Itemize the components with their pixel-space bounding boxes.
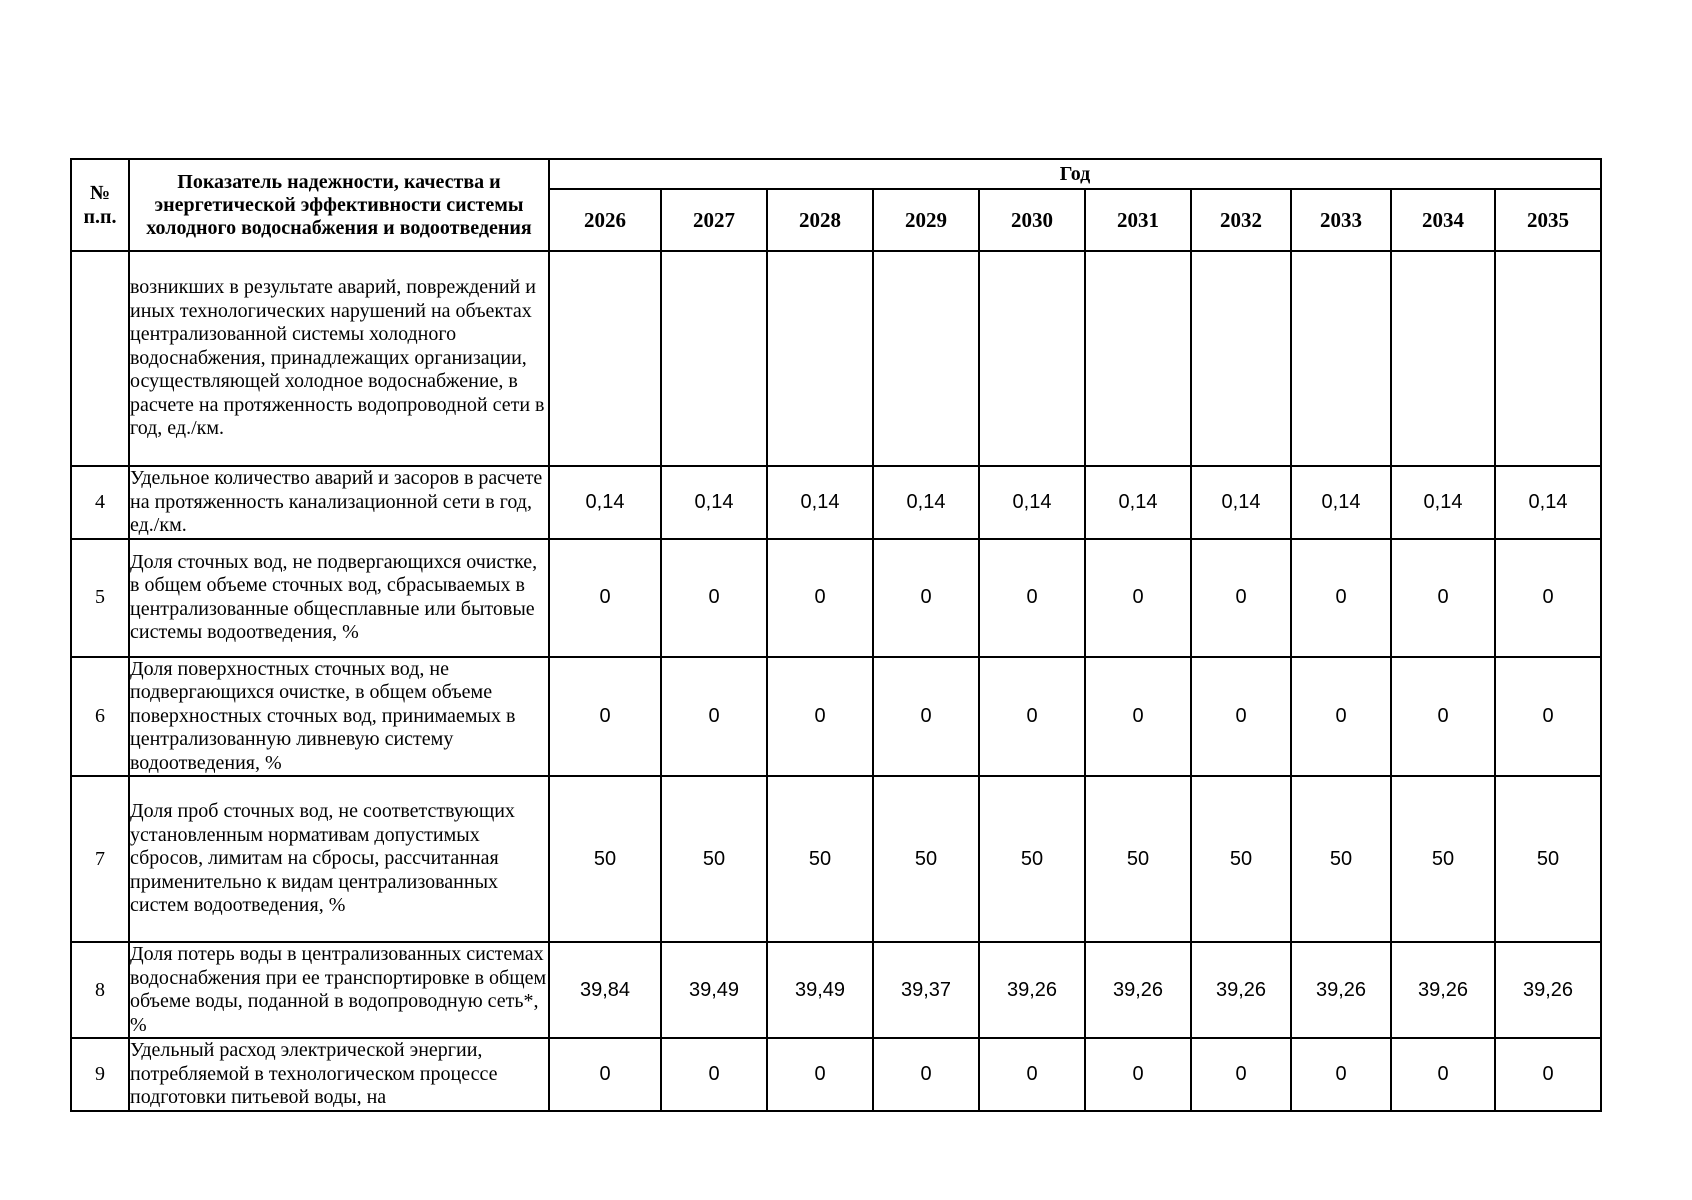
row-value: 50 (1085, 776, 1191, 942)
row-value: 0 (1191, 657, 1291, 777)
table-body (71, 251, 1601, 1111)
row-indicator: Удельное количество аварий и засоров в расчете на протяженность канализационной сети в год, ед./км. (129, 466, 549, 539)
row-indicator: Доля сточных вод, не подвергающихся очистке, в общем объеме сточных вод, сбрасываемых в централизованные общесплавные или бытовые системы водоотведения, % (129, 539, 549, 657)
row-value (979, 251, 1085, 466)
row-value (1191, 251, 1291, 466)
row-value: 0 (1391, 657, 1495, 777)
header-year: 2031 (1085, 189, 1191, 251)
row-value: 39,84 (549, 942, 661, 1038)
row-value: 0,14 (1495, 466, 1601, 539)
row-value (1495, 251, 1601, 466)
row-value: 0 (549, 657, 661, 777)
row-indicator: Доля проб сточных вод, не соответствующих установленным нормативам допустимых сбросов, лимитам на сбросы, рассчитанная применительно к видам централизованных систем водоотведения, % (129, 776, 549, 942)
row-value: 50 (979, 776, 1085, 942)
table-row (71, 251, 1601, 466)
table-row (71, 466, 1601, 539)
row-num (71, 251, 129, 466)
row-value: 50 (661, 776, 767, 942)
row-value: 39,49 (767, 942, 873, 1038)
row-value: 0 (1391, 539, 1495, 657)
row-num: 4 (71, 466, 129, 539)
row-value (661, 251, 767, 466)
header-year: 2033 (1291, 189, 1391, 251)
row-indicator: Доля поверхностных сточных вод, не подвергающихся очистке, в общем объеме поверхностных сточных вод, принимаемых в централизованную ливневую систему водоотведения, % (129, 657, 549, 777)
row-num: 9 (71, 1038, 129, 1111)
row-value: 0 (873, 539, 979, 657)
row-value: 39,26 (1191, 942, 1291, 1038)
indicators-table (70, 158, 1602, 1112)
row-value: 0 (1085, 539, 1191, 657)
header-year: 2029 (873, 189, 979, 251)
row-value: 0,14 (873, 466, 979, 539)
row-value: 0 (1495, 1038, 1601, 1111)
table-row (71, 942, 1601, 1038)
row-value: 50 (1191, 776, 1291, 942)
row-value: 0 (1495, 539, 1601, 657)
row-value: 39,26 (979, 942, 1085, 1038)
row-indicator: возникших в результате аварий, повреждений и иных технологических нарушений на объектах централизованной системы холодного водоснабжения, принадлежащих организации, осуществляющей холодное водоснабжение, в расчете на протяженность водопроводной сети в год, ед./км. (129, 251, 549, 466)
row-indicator: Доля потерь воды в централизованных системах водоснабжения при ее транспортировке в общем объеме воды, поданной в водопроводную сеть*, % (129, 942, 549, 1038)
row-value: 50 (767, 776, 873, 942)
row-value: 0 (1391, 1038, 1495, 1111)
row-value: 0,14 (979, 466, 1085, 539)
header-year: 2035 (1495, 189, 1601, 251)
row-value: 0 (767, 657, 873, 777)
row-value: 0,14 (1085, 466, 1191, 539)
row-indicator: Удельный расход электрической энергии, потребляемой в технологическом процессе подготовки питьевой воды, на (129, 1038, 549, 1111)
row-value: 0 (661, 657, 767, 777)
row-value: 50 (1495, 776, 1601, 942)
table-row (71, 776, 1601, 942)
row-value: 0 (1191, 539, 1291, 657)
row-num: 5 (71, 539, 129, 657)
row-num: 8 (71, 942, 129, 1038)
row-value: 0,14 (1291, 466, 1391, 539)
row-value: 0 (979, 657, 1085, 777)
table-header (71, 159, 1601, 251)
header-year: 2026 (549, 189, 661, 251)
row-value: 50 (1291, 776, 1391, 942)
row-value: 0 (1085, 1038, 1191, 1111)
row-value: 0 (549, 1038, 661, 1111)
row-value: 0 (873, 657, 979, 777)
row-value: 0 (979, 539, 1085, 657)
row-value: 0 (1291, 657, 1391, 777)
row-value: 0 (873, 1038, 979, 1111)
row-value: 0,14 (661, 466, 767, 539)
row-value: 39,26 (1291, 942, 1391, 1038)
row-value: 0 (1191, 1038, 1291, 1111)
row-value: 0,14 (767, 466, 873, 539)
row-value: 50 (873, 776, 979, 942)
row-value: 0 (979, 1038, 1085, 1111)
header-year-group: Год (549, 159, 1601, 189)
row-value: 0 (661, 1038, 767, 1111)
row-value (549, 251, 661, 466)
table-row (71, 657, 1601, 777)
row-value: 39,37 (873, 942, 979, 1038)
row-value: 0,14 (549, 466, 661, 539)
header-year: 2034 (1391, 189, 1495, 251)
row-value: 50 (549, 776, 661, 942)
row-value: 39,26 (1085, 942, 1191, 1038)
row-value: 0 (1291, 539, 1391, 657)
row-value: 0 (1291, 1038, 1391, 1111)
row-value (767, 251, 873, 466)
row-value: 0 (1085, 657, 1191, 777)
row-value: 39,49 (661, 942, 767, 1038)
header-year: 2028 (767, 189, 873, 251)
row-value: 0 (1495, 657, 1601, 777)
row-value (1391, 251, 1495, 466)
row-value: 0 (767, 1038, 873, 1111)
row-value: 39,26 (1495, 942, 1601, 1038)
table-row (71, 1038, 1601, 1111)
row-value: 0,14 (1391, 466, 1495, 539)
header-indicator: Показатель надежности, качества и энергетической эффективности системы холодного водоснабжения и водоотведения (129, 159, 549, 251)
row-num: 7 (71, 776, 129, 942)
row-value: 39,26 (1391, 942, 1495, 1038)
row-value: 0 (767, 539, 873, 657)
row-value: 0,14 (1191, 466, 1291, 539)
row-value (873, 251, 979, 466)
header-num: № п.п. (71, 159, 129, 251)
table-row (71, 539, 1601, 657)
row-value: 50 (1391, 776, 1495, 942)
row-value (1291, 251, 1391, 466)
header-year: 2032 (1191, 189, 1291, 251)
header-year: 2027 (661, 189, 767, 251)
row-value (1085, 251, 1191, 466)
row-value: 0 (549, 539, 661, 657)
row-num: 6 (71, 657, 129, 777)
header-year: 2030 (979, 189, 1085, 251)
row-value: 0 (661, 539, 767, 657)
